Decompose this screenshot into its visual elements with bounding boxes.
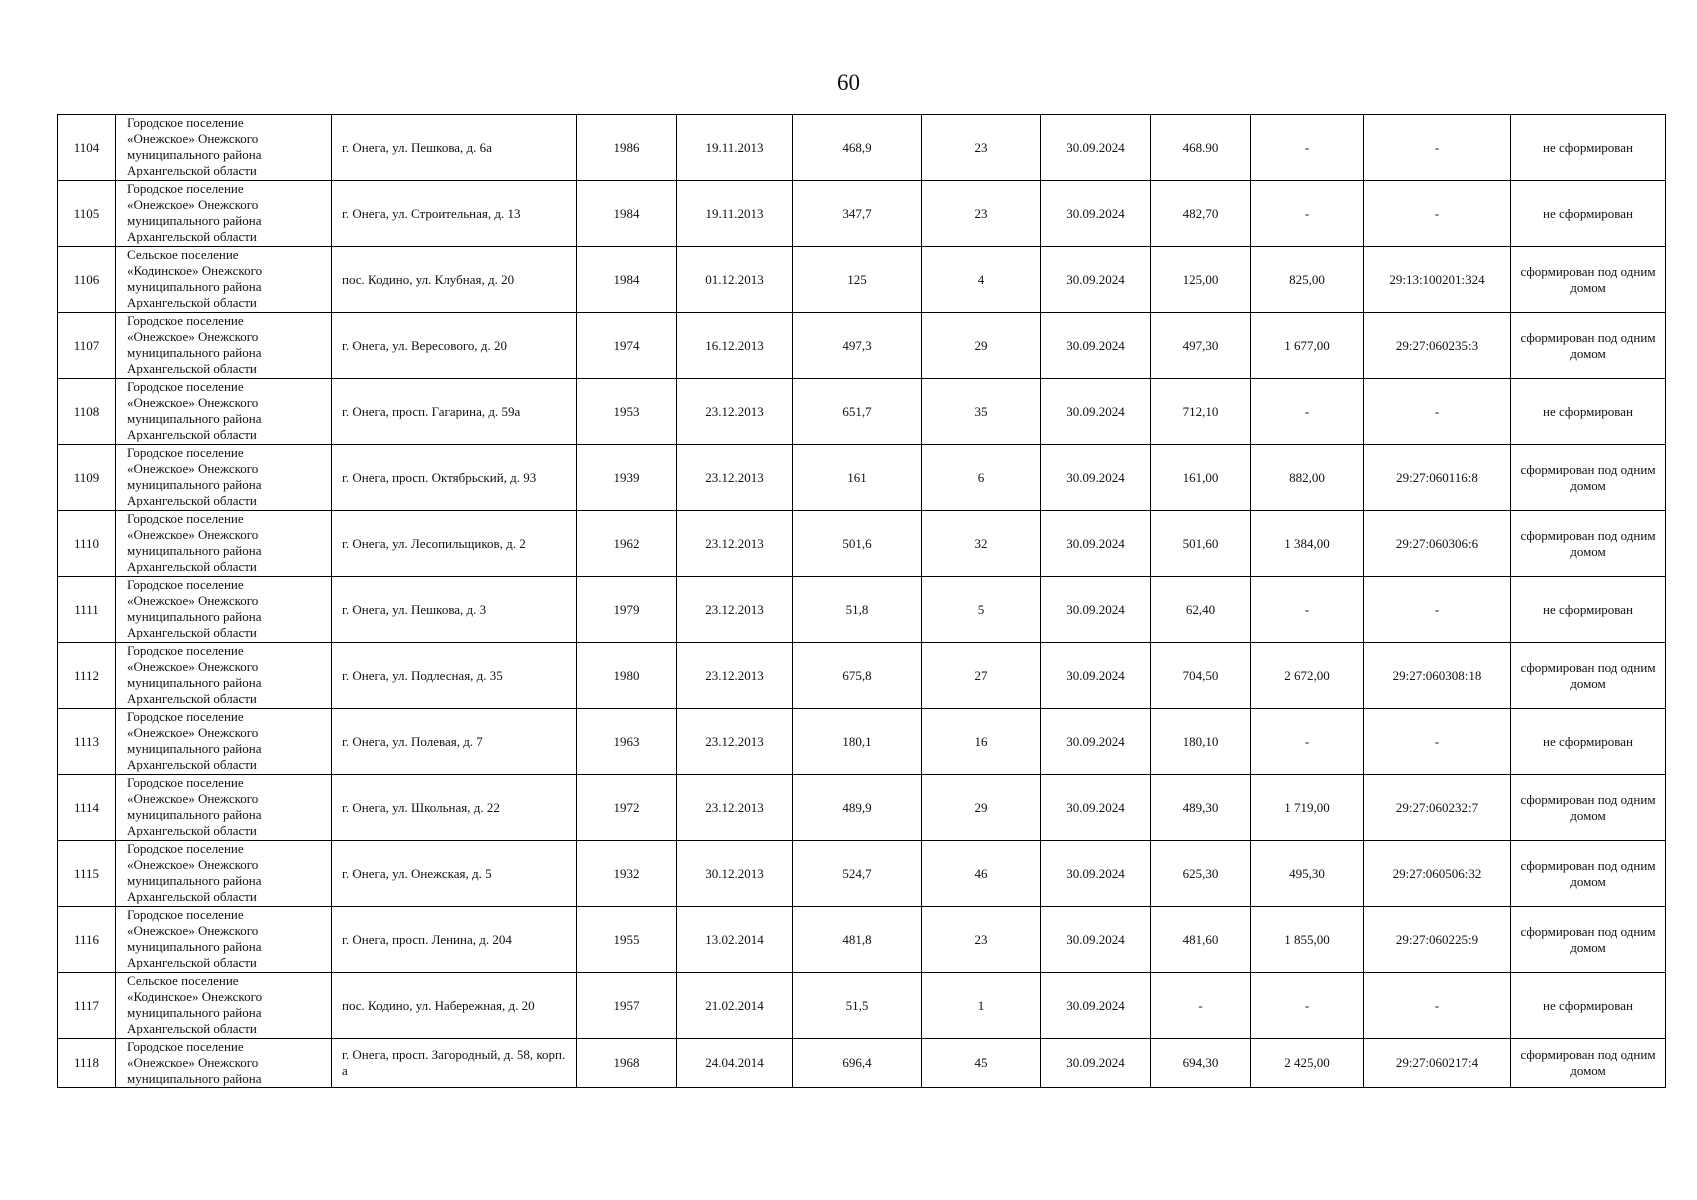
land-area-cell: 882,00 <box>1251 445 1364 511</box>
row-number: 1106 <box>58 247 116 313</box>
residents-cell: 5 <box>922 577 1041 643</box>
residents-cell: 23 <box>922 115 1041 181</box>
land-area-cell: - <box>1251 709 1364 775</box>
residents-cell: 1 <box>922 973 1041 1039</box>
land-status-cell: сформирован под одним домом <box>1511 1039 1666 1088</box>
table-row <box>58 247 1666 313</box>
land-status-cell: не сформирован <box>1511 973 1666 1039</box>
address-cell: г. Онега, ул. Вересового, д. 20 <box>332 313 577 379</box>
row-number: 1118 <box>58 1039 116 1088</box>
cadastral-number-cell: - <box>1364 379 1511 445</box>
table-row <box>58 973 1666 1039</box>
row-number: 1111 <box>58 577 116 643</box>
area-cell: 501,6 <box>793 511 922 577</box>
municipality-cell: Городское поселение «Онежское» Онежского муниципального района Архангельской области <box>116 643 332 709</box>
municipality-cell: Сельское поселение «Кодинское» Онежского муниципального района Архангельской области <box>116 973 332 1039</box>
recognition-date-cell: 23.12.2013 <box>677 709 793 775</box>
table-row <box>58 379 1666 445</box>
land-area-cell: 825,00 <box>1251 247 1364 313</box>
area-actual-cell: 694,30 <box>1151 1039 1251 1088</box>
area-cell: 481,8 <box>793 907 922 973</box>
recognition-date-cell: 13.02.2014 <box>677 907 793 973</box>
row-number: 1116 <box>58 907 116 973</box>
land-status-cell: сформирован под одним домом <box>1511 643 1666 709</box>
plan-date-cell: 30.09.2024 <box>1041 445 1151 511</box>
residents-cell: 16 <box>922 709 1041 775</box>
land-area-cell: - <box>1251 973 1364 1039</box>
page-number: 60 <box>837 70 860 95</box>
residents-cell: 6 <box>922 445 1041 511</box>
cadastral-number-cell: - <box>1364 115 1511 181</box>
cadastral-number-cell: 29:27:060217:4 <box>1364 1039 1511 1088</box>
table-row <box>58 1039 1666 1088</box>
cadastral-number-cell: 29:27:060506:32 <box>1364 841 1511 907</box>
area-actual-cell: 481,60 <box>1151 907 1251 973</box>
year-cell: 1953 <box>577 379 677 445</box>
recognition-date-cell: 24.04.2014 <box>677 1039 793 1088</box>
residents-cell: 45 <box>922 1039 1041 1088</box>
row-number: 1113 <box>58 709 116 775</box>
area-cell: 347,7 <box>793 181 922 247</box>
area-cell: 497,3 <box>793 313 922 379</box>
table-row <box>58 511 1666 577</box>
recognition-date-cell: 23.12.2013 <box>677 511 793 577</box>
table-row <box>58 841 1666 907</box>
area-cell: 51,5 <box>793 973 922 1039</box>
recognition-date-cell: 23.12.2013 <box>677 577 793 643</box>
residents-cell: 46 <box>922 841 1041 907</box>
table-row <box>58 643 1666 709</box>
table-row <box>58 115 1666 181</box>
plan-date-cell: 30.09.2024 <box>1041 379 1151 445</box>
year-cell: 1972 <box>577 775 677 841</box>
table-row <box>58 907 1666 973</box>
area-actual-cell: 180,10 <box>1151 709 1251 775</box>
year-cell: 1957 <box>577 973 677 1039</box>
plan-date-cell: 30.09.2024 <box>1041 115 1151 181</box>
land-status-cell: сформирован под одним домом <box>1511 445 1666 511</box>
year-cell: 1980 <box>577 643 677 709</box>
area-cell: 489,9 <box>793 775 922 841</box>
cadastral-number-cell: 29:27:060235:3 <box>1364 313 1511 379</box>
land-area-cell: 1 384,00 <box>1251 511 1364 577</box>
municipality-cell: Городское поселение «Онежское» Онежского муниципального района <box>116 1039 332 1088</box>
plan-date-cell: 30.09.2024 <box>1041 907 1151 973</box>
land-status-cell: не сформирован <box>1511 379 1666 445</box>
year-cell: 1986 <box>577 115 677 181</box>
year-cell: 1974 <box>577 313 677 379</box>
land-status-cell: сформирован под одним домом <box>1511 775 1666 841</box>
address-cell: пос. Кодино, ул. Набережная, д. 20 <box>332 973 577 1039</box>
year-cell: 1984 <box>577 181 677 247</box>
plan-date-cell: 30.09.2024 <box>1041 643 1151 709</box>
municipality-cell: Городское поселение «Онежское» Онежского муниципального района Архангельской области <box>116 841 332 907</box>
table-body <box>58 115 1666 1088</box>
residents-cell: 4 <box>922 247 1041 313</box>
area-cell: 468,9 <box>793 115 922 181</box>
land-area-cell: 1 677,00 <box>1251 313 1364 379</box>
plan-date-cell: 30.09.2024 <box>1041 511 1151 577</box>
year-cell: 1963 <box>577 709 677 775</box>
municipality-cell: Городское поселение «Онежское» Онежского муниципального района Архангельской области <box>116 379 332 445</box>
table-row <box>58 181 1666 247</box>
cadastral-number-cell: - <box>1364 973 1511 1039</box>
area-actual-cell: 712,10 <box>1151 379 1251 445</box>
table-row <box>58 775 1666 841</box>
land-status-cell: не сформирован <box>1511 577 1666 643</box>
year-cell: 1955 <box>577 907 677 973</box>
area-actual-cell: 625,30 <box>1151 841 1251 907</box>
land-area-cell: - <box>1251 379 1364 445</box>
residents-cell: 29 <box>922 775 1041 841</box>
table-row <box>58 709 1666 775</box>
year-cell: 1962 <box>577 511 677 577</box>
cadastral-number-cell: - <box>1364 577 1511 643</box>
municipality-cell: Сельское поселение «Кодинское» Онежского муниципального района Архангельской области <box>116 247 332 313</box>
address-cell: г. Онега, ул. Лесопильщиков, д. 2 <box>332 511 577 577</box>
land-status-cell: сформирован под одним домом <box>1511 841 1666 907</box>
area-actual-cell: 501,60 <box>1151 511 1251 577</box>
residents-cell: 27 <box>922 643 1041 709</box>
land-area-cell: 2 425,00 <box>1251 1039 1364 1088</box>
area-actual-cell: 468.90 <box>1151 115 1251 181</box>
land-status-cell: не сформирован <box>1511 709 1666 775</box>
recognition-date-cell: 19.11.2013 <box>677 181 793 247</box>
address-cell: г. Онега, ул. Онежская, д. 5 <box>332 841 577 907</box>
plan-date-cell: 30.09.2024 <box>1041 313 1151 379</box>
recognition-date-cell: 01.12.2013 <box>677 247 793 313</box>
row-number: 1115 <box>58 841 116 907</box>
address-cell: г. Онега, ул. Подлесная, д. 35 <box>332 643 577 709</box>
municipality-cell: Городское поселение «Онежское» Онежского муниципального района Архангельской области <box>116 577 332 643</box>
plan-date-cell: 30.09.2024 <box>1041 247 1151 313</box>
row-number: 1112 <box>58 643 116 709</box>
address-cell: г. Онега, ул. Полевая, д. 7 <box>332 709 577 775</box>
cadastral-number-cell: - <box>1364 709 1511 775</box>
cadastral-number-cell: 29:13:100201:324 <box>1364 247 1511 313</box>
recognition-date-cell: 21.02.2014 <box>677 973 793 1039</box>
area-cell: 524,7 <box>793 841 922 907</box>
residents-cell: 35 <box>922 379 1041 445</box>
area-cell: 51,8 <box>793 577 922 643</box>
land-area-cell: 1 719,00 <box>1251 775 1364 841</box>
land-area-cell: - <box>1251 577 1364 643</box>
row-number: 1117 <box>58 973 116 1039</box>
table-row <box>58 313 1666 379</box>
table-row <box>58 577 1666 643</box>
recognition-date-cell: 23.12.2013 <box>677 445 793 511</box>
residents-cell: 23 <box>922 907 1041 973</box>
residents-cell: 29 <box>922 313 1041 379</box>
municipality-cell: Городское поселение «Онежское» Онежского муниципального района Архангельской области <box>116 115 332 181</box>
land-status-cell: сформирован под одним домом <box>1511 907 1666 973</box>
land-status-cell: сформирован под одним домом <box>1511 511 1666 577</box>
cadastral-number-cell: - <box>1364 181 1511 247</box>
land-area-cell: - <box>1251 181 1364 247</box>
residents-cell: 32 <box>922 511 1041 577</box>
plan-date-cell: 30.09.2024 <box>1041 709 1151 775</box>
area-actual-cell: 161,00 <box>1151 445 1251 511</box>
residents-cell: 23 <box>922 181 1041 247</box>
address-cell: г. Онега, ул. Пешкова, д. 6а <box>332 115 577 181</box>
row-number: 1109 <box>58 445 116 511</box>
row-number: 1110 <box>58 511 116 577</box>
area-actual-cell: 62,40 <box>1151 577 1251 643</box>
year-cell: 1979 <box>577 577 677 643</box>
area-cell: 180,1 <box>793 709 922 775</box>
plan-date-cell: 30.09.2024 <box>1041 973 1151 1039</box>
recognition-date-cell: 23.12.2013 <box>677 775 793 841</box>
area-actual-cell: 125,00 <box>1151 247 1251 313</box>
address-cell: г. Онега, просп. Ленина, д. 204 <box>332 907 577 973</box>
municipality-cell: Городское поселение «Онежское» Онежского муниципального района Архангельской области <box>116 709 332 775</box>
area-actual-cell: 704,50 <box>1151 643 1251 709</box>
recognition-date-cell: 30.12.2013 <box>677 841 793 907</box>
area-actual-cell: - <box>1151 973 1251 1039</box>
land-status-cell: сформирован под одним домом <box>1511 313 1666 379</box>
land-area-cell: 1 855,00 <box>1251 907 1364 973</box>
area-cell: 125 <box>793 247 922 313</box>
row-number: 1104 <box>58 115 116 181</box>
address-cell: г. Онега, ул. Строительная, д. 13 <box>332 181 577 247</box>
cadastral-number-cell: 29:27:060306:6 <box>1364 511 1511 577</box>
land-status-cell: не сформирован <box>1511 181 1666 247</box>
address-cell: г. Онега, просп. Загородный, д. 58, корп. а <box>332 1039 577 1088</box>
address-cell: г. Онега, просп. Октябрьский, д. 93 <box>332 445 577 511</box>
year-cell: 1939 <box>577 445 677 511</box>
row-number: 1108 <box>58 379 116 445</box>
area-actual-cell: 482,70 <box>1151 181 1251 247</box>
cadastral-number-cell: 29:27:060232:7 <box>1364 775 1511 841</box>
municipality-cell: Городское поселение «Онежское» Онежского муниципального района Архангельской области <box>116 181 332 247</box>
land-area-cell: 2 672,00 <box>1251 643 1364 709</box>
plan-date-cell: 30.09.2024 <box>1041 775 1151 841</box>
recognition-date-cell: 23.12.2013 <box>677 379 793 445</box>
year-cell: 1932 <box>577 841 677 907</box>
recognition-date-cell: 23.12.2013 <box>677 643 793 709</box>
area-cell: 161 <box>793 445 922 511</box>
land-status-cell: сформирован под одним домом <box>1511 247 1666 313</box>
row-number: 1114 <box>58 775 116 841</box>
area-cell: 651,7 <box>793 379 922 445</box>
municipality-cell: Городское поселение «Онежское» Онежского муниципального района Архангельской области <box>116 313 332 379</box>
land-area-cell: - <box>1251 115 1364 181</box>
plan-date-cell: 30.09.2024 <box>1041 181 1151 247</box>
area-cell: 675,8 <box>793 643 922 709</box>
municipality-cell: Городское поселение «Онежское» Онежского муниципального района Архангельской области <box>116 445 332 511</box>
year-cell: 1984 <box>577 247 677 313</box>
plan-date-cell: 30.09.2024 <box>1041 577 1151 643</box>
land-area-cell: 495,30 <box>1251 841 1364 907</box>
municipality-cell: Городское поселение «Онежское» Онежского муниципального района Архангельской области <box>116 907 332 973</box>
municipality-cell: Городское поселение «Онежское» Онежского муниципального района Архангельской области <box>116 775 332 841</box>
area-actual-cell: 497,30 <box>1151 313 1251 379</box>
area-cell: 696,4 <box>793 1039 922 1088</box>
address-cell: г. Онега, ул. Пешкова, д. 3 <box>332 577 577 643</box>
address-cell: г. Онега, ул. Школьная, д. 22 <box>332 775 577 841</box>
land-status-cell: не сформирован <box>1511 115 1666 181</box>
cadastral-number-cell: 29:27:060308:18 <box>1364 643 1511 709</box>
plan-date-cell: 30.09.2024 <box>1041 841 1151 907</box>
address-cell: г. Онега, просп. Гагарина, д. 59а <box>332 379 577 445</box>
area-actual-cell: 489,30 <box>1151 775 1251 841</box>
cadastral-number-cell: 29:27:060116:8 <box>1364 445 1511 511</box>
recognition-date-cell: 19.11.2013 <box>677 115 793 181</box>
municipality-cell: Городское поселение «Онежское» Онежского муниципального района Архангельской области <box>116 511 332 577</box>
address-cell: пос. Кодино, ул. Клубная, д. 20 <box>332 247 577 313</box>
row-number: 1107 <box>58 313 116 379</box>
plan-date-cell: 30.09.2024 <box>1041 1039 1151 1088</box>
housing-table <box>57 114 1666 1088</box>
table-row <box>58 445 1666 511</box>
recognition-date-cell: 16.12.2013 <box>677 313 793 379</box>
cadastral-number-cell: 29:27:060225:9 <box>1364 907 1511 973</box>
row-number: 1105 <box>58 181 116 247</box>
year-cell: 1968 <box>577 1039 677 1088</box>
